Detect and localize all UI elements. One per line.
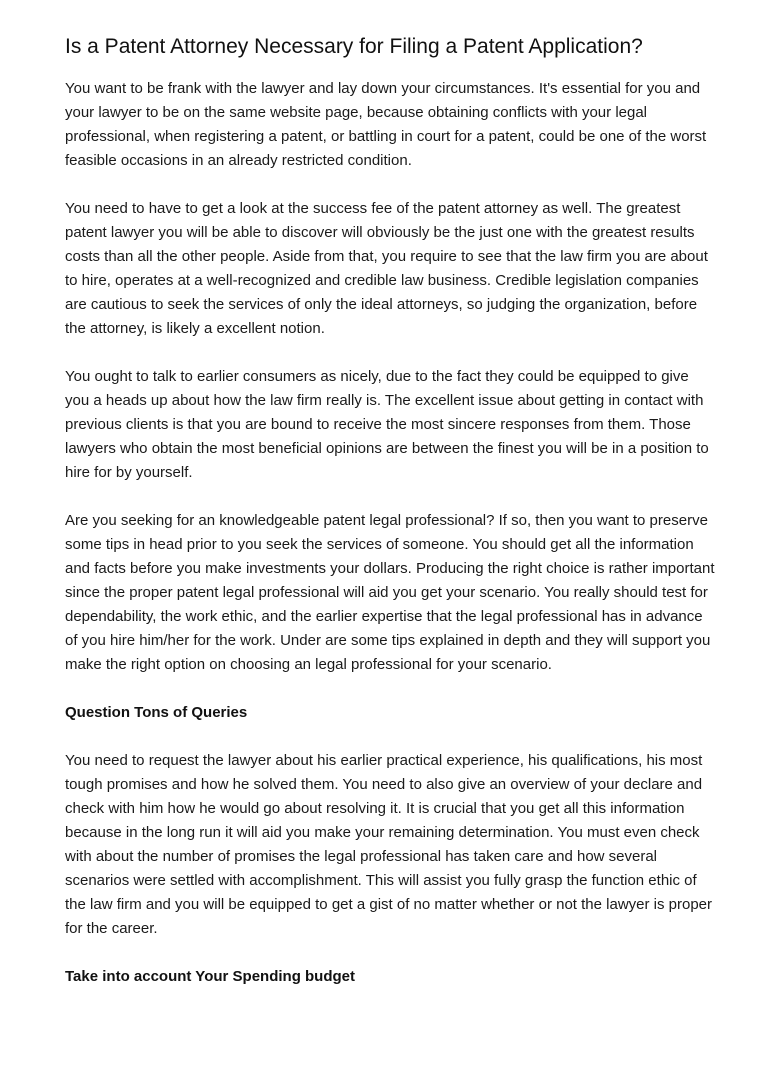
- paragraph: You ought to talk to earlier consumers as nicely, due to the fact they could be equipped to give you a heads up about how the law firm really is. The excellent issue about getting in contact with previous clients is that you are bound to receive the most sincere responses from them. Those lawyers who obtain the most beneficial opinions are between the finest you will be in a position to hire for by yourself.: [65, 368, 709, 481]
- paragraph: Are you seeking for an knowledgeable patent legal professional? If so, then you want to preserve some tips in head prior to you seek the services of someone. You should get all the information and facts before you make investments your dollars. Producing the right choice is rather important since the proper patent legal professional will aid you get your scenario. You really should test for dependability, the work ethic, and the earlier expertise that the legal professional has in advance of you hire him/her for the work. Under are some tips explained in depth and they will support you make the right option on choosing an legal professional for your scenario.: [65, 512, 715, 673]
- paragraph: You need to request the lawyer about his earlier practical experience, his qualifications, his most tough promises and how he solved them. You need to also give an overview of your declare and check with him how he would go about resolving it. It is crucial that you get all this information because in the long run it will aid you make your remaining determination. You must even check with about the number of promises the legal professional has taken care and how several scenarios were settled with accomplishment. This will assist you fully grasp the function ethic of the law firm and you will be equipped to get a gist of no matter whether or not the lawyer is proper for the career.: [65, 752, 713, 937]
- document-title: Is a Patent Attorney Necessary for Filing a Patent Application?: [65, 35, 643, 58]
- document-page: [65, 36, 715, 1013]
- section-heading: Question Tons of Queries: [65, 704, 248, 721]
- paragraph: You need to have to get a look at the success fee of the patent attorney as well. The greatest patent lawyer you will be able to discover will obviously be the just one with the greatest results costs than all the other people. Aside from that, you require to see that the law firm you are about to hire, operates at a well-recognized and credible law business. Credible legislation companies are cautious to seek the services of only the ideal attorneys, so judging the organization, before the attorney, is likely a excellent notion.: [65, 200, 708, 337]
- section-heading: Take into account Your Spending budget: [65, 968, 356, 985]
- paragraph: You want to be frank with the lawyer and lay down your circumstances. It's essential for you and your lawyer to be on the same website page, because obtaining conflicts with your legal professional, when registering a patent, or battling in court for a patent, could be one of the worst feasible occasions in an already restricted condition.: [65, 80, 707, 169]
